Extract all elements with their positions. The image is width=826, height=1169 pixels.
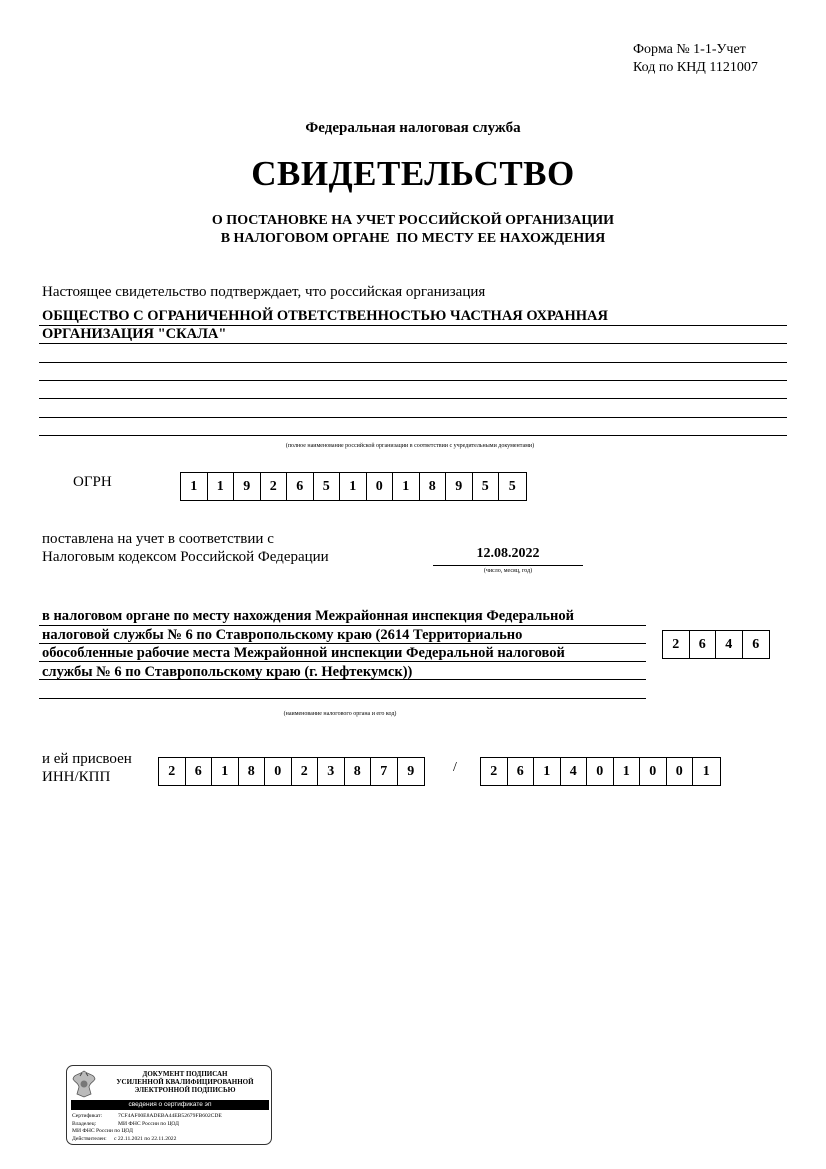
- subtitle-line-1: О ПОСТАНОВКЕ НА УЧЕТ РОССИЙСКОЙ ОРГАНИЗАЦИИ: [211, 213, 615, 228]
- organization-name-line-1: ОБЩЕСТВО С ОГРАНИЧЕННОЙ ОТВЕТСТВЕННОСТЬЮ ЧАСТНАЯ ОХРАННАЯ: [42, 308, 608, 324]
- digit-cell: 1: [702, 763, 710, 779]
- digit-cell: 0: [667, 758, 694, 785]
- digit-cell: 8: [345, 758, 372, 785]
- digit-cell: 0: [640, 758, 667, 785]
- underline: [39, 661, 646, 662]
- inn-kpp-label-line-1: и ей присвоен: [42, 751, 132, 767]
- date-caption: (число, месяц, год): [483, 568, 533, 574]
- coat-of-arms-icon: [71, 1069, 97, 1099]
- inn-kpp-separator: /: [453, 760, 457, 775]
- certificate-value: 7CF4AF00E8ADEBA44EB52679FB602CDE: [118, 1113, 222, 1119]
- inn-kpp-label-line-2: ИНН/КПП: [42, 769, 111, 785]
- digit-cell: 3: [318, 758, 345, 785]
- digit-cell: 6: [752, 636, 760, 652]
- digit-cell: 1: [208, 473, 235, 500]
- tax-organ-caption: (наименование налогового органа и его код): [283, 711, 397, 717]
- digit-cell: 2: [292, 758, 319, 785]
- digit-cell: 4: [561, 758, 588, 785]
- form-number: [633, 41, 758, 77]
- ogrn-boxes: [180, 472, 527, 501]
- stamp-title-line-1: ДОКУМЕНТ ПОДПИСАН: [142, 1070, 228, 1078]
- digit-cell: 2: [261, 473, 288, 500]
- underline: [39, 362, 787, 363]
- stamp-title-line-2: УСИЛЕННОЙ КВАЛИФИЦИРОВАННОЙ: [116, 1078, 254, 1086]
- owner-row-2: МИ ФНС России по ЦОД: [72, 1128, 133, 1134]
- digit-cell: 6: [287, 473, 314, 500]
- underline: [39, 380, 787, 381]
- underline: [39, 679, 646, 680]
- digit-cell: 1: [534, 758, 561, 785]
- digit-cell: 1: [181, 473, 208, 500]
- kpp-boxes: [480, 757, 721, 786]
- intro-text: Настоящее свидетельство подтверждает, что российская организация: [42, 284, 486, 300]
- owner-label: Владелец:: [72, 1120, 97, 1127]
- underline: [39, 398, 787, 399]
- digit-cell: 0: [265, 758, 292, 785]
- digit-cell: 1: [212, 758, 239, 785]
- stamp-certificate-bar: сведения о сертификате эп: [71, 1100, 269, 1110]
- owner-row: [72, 1121, 222, 1129]
- ogrn-label: ОГРН: [73, 474, 112, 490]
- tax-organ-line-4: службы № 6 по Ставропольскому краю (г. Нефтекумск)): [42, 663, 413, 680]
- stamp-title-line-3: ЭЛЕКТРОННОЙ ПОДПИСЬЮ: [134, 1086, 236, 1094]
- knd-code-line: Код по КНД 1121007: [633, 60, 758, 75]
- digit-cell: 4: [716, 631, 743, 658]
- digit-cell: 7: [371, 758, 398, 785]
- owner-value: МИ ФНС России по ЦОД: [118, 1120, 179, 1127]
- registration-text: [42, 530, 329, 566]
- tax-organ-text: [42, 607, 642, 681]
- registration-date: 12.08.2022: [476, 546, 540, 561]
- date-underline: [433, 565, 583, 566]
- underline: [39, 625, 646, 626]
- digit-cell: 6: [690, 631, 717, 658]
- digit-cell: 9: [234, 473, 261, 500]
- digit-cell: 2: [663, 631, 690, 658]
- digit-cell: 5: [314, 473, 341, 500]
- digit-cell: 2: [481, 758, 508, 785]
- digit-cell: 5: [473, 473, 500, 500]
- digit-cell: 1: [340, 473, 367, 500]
- subtitle-line-2: В НАЛОГОВОМ ОРГАНЕ ПО МЕСТУ ЕЕ НАХОЖДЕНИЯ: [220, 231, 606, 246]
- digit-cell: 2: [159, 758, 186, 785]
- valid-row: [72, 1136, 222, 1144]
- underline: [39, 325, 787, 326]
- inn-boxes: [158, 757, 425, 786]
- digit-cell: 9: [446, 473, 473, 500]
- digit-cell: 6: [186, 758, 213, 785]
- stamp-title: [101, 1070, 269, 1094]
- digit-cell: 8: [239, 758, 266, 785]
- underline: [39, 643, 646, 644]
- underline: [39, 698, 646, 699]
- signature-stamp: [66, 1065, 272, 1145]
- digit-cell: 5: [508, 478, 516, 494]
- digit-cell: 8: [420, 473, 447, 500]
- organization-name-line-2: ОРГАНИЗАЦИЯ "СКАЛА": [42, 326, 227, 342]
- underline: [39, 417, 787, 418]
- underline: [39, 435, 787, 436]
- form-number-line: Форма № 1-1-Учет: [633, 42, 746, 57]
- certificate-label: Сертификат:: [72, 1113, 103, 1119]
- organization-caption: (полное наименование российской организации в соответствии с учредительными документами): [285, 443, 535, 449]
- tax-organ-code-boxes: [662, 630, 770, 659]
- tax-organ-line-1: в налоговом органе по месту нахождения Межрайонная инспекция Федеральной: [42, 608, 575, 624]
- document-subtitle: [0, 212, 826, 248]
- tax-organ-line-3: обособленные рабочие места Межрайонной инспекции Федеральной налоговой: [42, 645, 565, 661]
- document-title: СВИДЕТЕЛЬСТВО: [251, 154, 575, 193]
- stamp-info: [72, 1113, 222, 1143]
- inn-kpp-label: [42, 750, 132, 786]
- registration-line-1: поставлена на учет в соответствии с: [42, 531, 274, 547]
- valid-value: с 22.11.2021 по 22.11.2022: [114, 1135, 177, 1142]
- tax-organ-line-2: налоговой службы № 6 по Ставропольскому краю (2614 Территориально: [42, 626, 523, 643]
- digit-cell: 1: [393, 473, 420, 500]
- digit-cell: 9: [407, 763, 415, 779]
- registration-line-2: Налоговым кодексом Российской Федерации: [42, 549, 329, 565]
- certificate-row: [72, 1113, 222, 1121]
- digit-cell: 1: [614, 758, 641, 785]
- valid-label: Действителен:: [72, 1135, 107, 1142]
- digit-cell: 0: [367, 473, 394, 500]
- digit-cell: 6: [508, 758, 535, 785]
- service-name: Федеральная налоговая служба: [305, 120, 521, 136]
- digit-cell: 0: [587, 758, 614, 785]
- underline: [39, 343, 787, 344]
